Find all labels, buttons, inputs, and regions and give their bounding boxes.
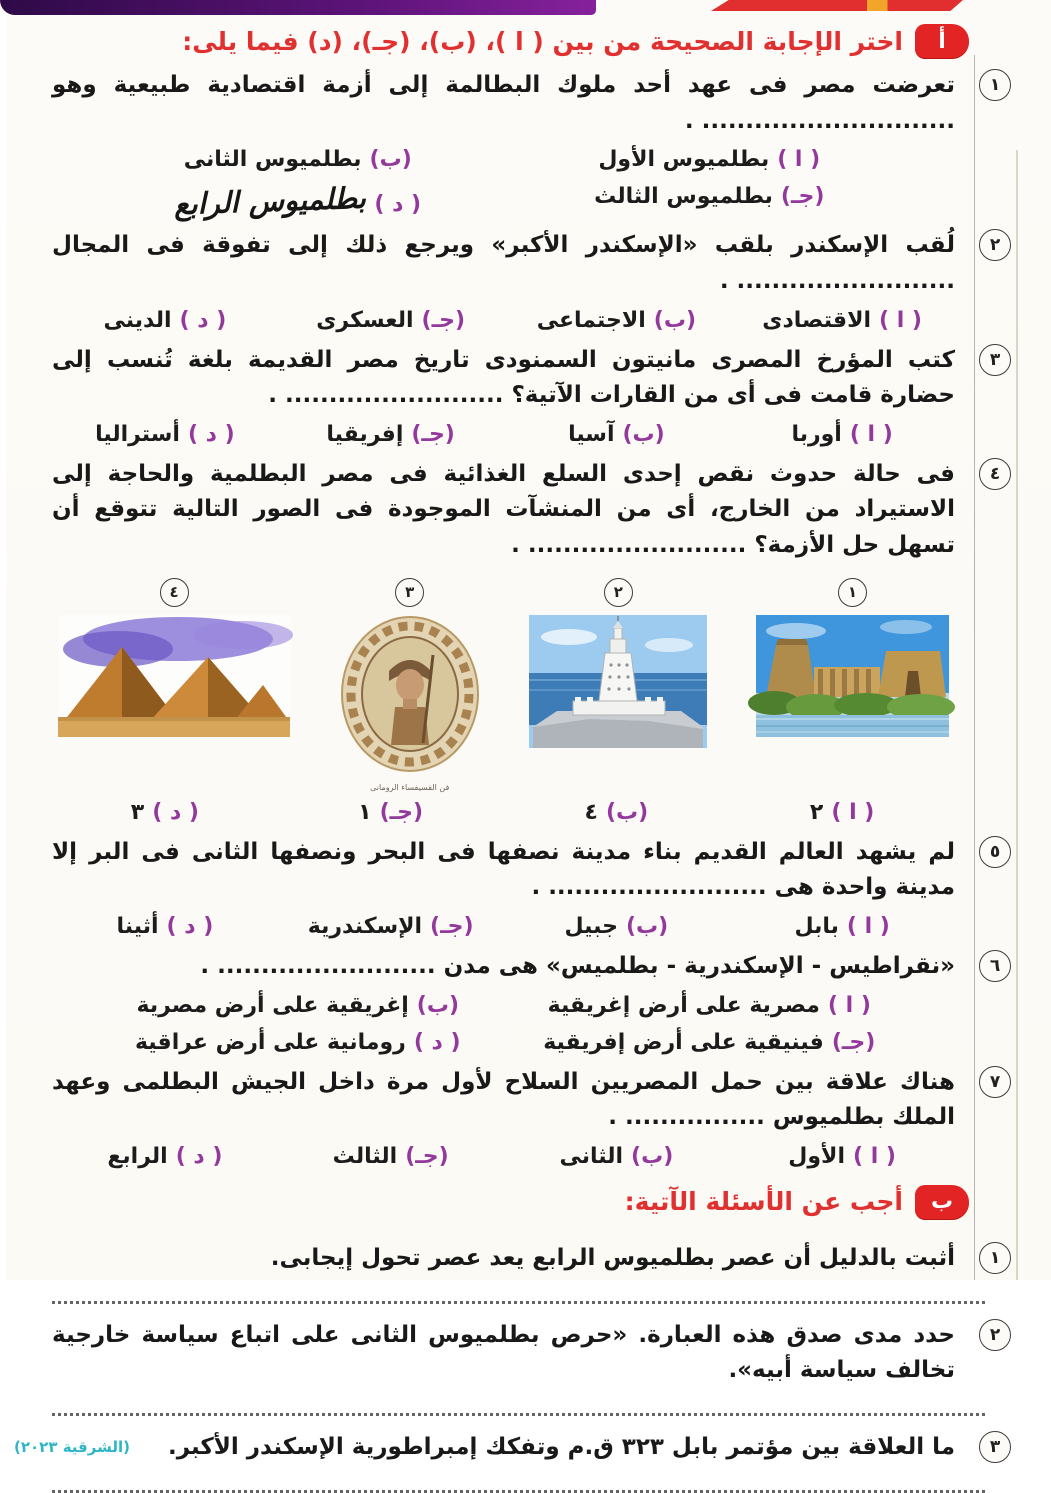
option-a: [729, 914, 955, 939]
option-d: [52, 308, 278, 333]
option-b: [92, 993, 504, 1018]
option-letter: (جـ): [405, 1143, 449, 1169]
page-content: [6, 0, 1051, 1493]
figure-giza-pyramids: [58, 578, 290, 737]
option-letter: (جـ): [421, 307, 465, 333]
alexandria-lighthouse-image: [529, 615, 707, 748]
mcq-question-2: [52, 228, 1001, 333]
figure-alexandria-lighthouse: [529, 578, 707, 748]
option-letter: ( ا ): [831, 799, 875, 825]
option-text: العسكرى: [316, 307, 414, 333]
option-letter: ( د ): [413, 1029, 461, 1055]
option-text: أستراليا: [95, 421, 180, 447]
option-letter: ( د ): [179, 307, 227, 333]
question-text: ما العلاقة بين مؤتمر بابل ٣٢٣ ق.م وتفكك إمبراطورية الإسكندر الأكبر.: [167, 1433, 955, 1460]
figure-number: ٤: [160, 578, 189, 607]
option-letter: ( د ): [187, 421, 235, 447]
option-text: ٣: [130, 799, 145, 825]
option-text: بطلميوس الثالث: [594, 184, 773, 210]
option-letter: ( ا ): [879, 307, 922, 333]
section-a-header: [52, 24, 969, 58]
option-a: [729, 800, 955, 825]
option-text: إفريقيا: [326, 421, 404, 447]
option-c: [278, 914, 504, 939]
question-text: حدد مدى صدق هذه العبارة. «حرص بطلميوس الثانى على اتباع سياسة خارجية تخالف سياسة أبيه».: [52, 1321, 955, 1384]
option-text: الثانى: [559, 1143, 624, 1169]
mcq-question-7: [52, 1065, 1001, 1169]
option-letter: ( د ): [152, 799, 199, 825]
option-letter: ( د ): [374, 192, 422, 218]
answer-dotted-line: [52, 1490, 985, 1493]
option-letter: (ب): [416, 992, 460, 1018]
option-letter: (ب): [653, 307, 697, 333]
margin-source-note: (الشرقية ٢٠٢٣): [14, 1437, 130, 1456]
giza-pyramids-image: [58, 615, 290, 737]
option-letter: ( د ): [175, 1143, 223, 1169]
question-text: «نقراطيس - الإسكندرية - بطلميس» هى مدن ......................... .: [200, 953, 955, 980]
options-grid: [92, 147, 915, 222]
figure-number: ١: [838, 578, 867, 607]
option-text: بابل: [794, 914, 839, 940]
question-text: أثبت بالدليل أن عصر بطلميوس الرابع يعد عصر تحول إيجابى.: [270, 1244, 955, 1271]
option-text: بطلميوس الرابع: [173, 180, 367, 222]
section-a-badge: أ: [915, 24, 969, 58]
question-number: ٥: [979, 836, 1011, 868]
option-text: الرابع: [107, 1143, 168, 1169]
question-text: لم يشهد العالم القديم بناء مدينة نصفها فى البحر ونصفها الثانى فى البر إلا مدينة واحدة هى ......................... .: [52, 838, 955, 901]
option-text: بطلميوس الثانى: [183, 147, 362, 173]
option-text: الاقتصادى: [762, 307, 871, 333]
option-letter: (جـ): [780, 184, 825, 210]
nile-temple-image: [756, 615, 949, 737]
section-b-title: أجب عن الأسئلة الآتية:: [624, 1187, 903, 1217]
question-4-figures: [58, 578, 949, 792]
option-d-handwritten: [92, 180, 504, 222]
option-c: [504, 1030, 916, 1055]
option-b: [92, 147, 504, 172]
option-letter: (ب): [631, 1143, 674, 1169]
figure-roman-mosaic: [339, 578, 481, 792]
option-text: إغريقية على أرض مصرية: [136, 992, 409, 1018]
essay-question-3: [14, 1430, 1001, 1493]
options-row: [52, 1144, 955, 1169]
option-text: الدينى: [103, 307, 172, 333]
option-a: [729, 1144, 955, 1169]
section-a-title: اختر الإجابة الصحيحة من بين ( ا )، (ب)، (جـ)، (د) فيما يلى:: [182, 26, 903, 56]
option-d: [52, 914, 278, 939]
option-c: [504, 184, 916, 218]
options-row: [52, 422, 955, 447]
option-text: الإسكندرية: [307, 914, 423, 940]
mcq-question-1: [52, 68, 1001, 222]
option-letter: (جـ): [430, 914, 474, 940]
option-c: [278, 1144, 504, 1169]
option-c: [278, 422, 504, 447]
options-row: [52, 308, 955, 333]
option-d: [52, 800, 278, 825]
option-b: [504, 422, 730, 447]
answer-dotted-line: [52, 1301, 985, 1304]
option-b: [504, 308, 730, 333]
option-text: أوربا: [791, 421, 842, 447]
option-c: [278, 308, 504, 333]
mcq-question-5: [52, 835, 1001, 940]
option-text: جبيل: [564, 914, 618, 940]
mcq-question-3: [52, 343, 1001, 447]
question-number: ١: [979, 1242, 1011, 1274]
section-b-badge: ب: [915, 1185, 969, 1219]
option-letter: ( ا ): [849, 421, 893, 447]
question-number: ٢: [979, 229, 1011, 261]
option-d: [52, 422, 278, 447]
option-letter: ( ا ): [777, 147, 821, 173]
option-d: [52, 1144, 278, 1169]
option-letter: (ب): [605, 799, 649, 825]
exam-page: [6, 0, 1051, 1460]
option-text: آسيا: [568, 421, 615, 447]
option-text: ٢: [809, 799, 824, 825]
option-text: مصرية على أرض إغريقية: [547, 992, 820, 1018]
question-text: فى حالة حدوث نقص إحدى السلع الغذائية فى مصر البطلمية والحاجة إلى الاستيراد من الخارج، أى من المنشآت الموجودة فى الصور التالية تتوقع أن تسهل حل الأزمة؟ ......................... .: [52, 460, 955, 559]
mcq-question-4: [52, 457, 1001, 825]
roman-mosaic-image: [339, 615, 481, 773]
option-a: [504, 147, 916, 172]
option-letter: (جـ): [379, 799, 424, 825]
option-text: رومانية على أرض عراقية: [134, 1029, 406, 1055]
option-text: فينيقية على أرض إفريقية: [543, 1029, 824, 1055]
question-number: ٧: [979, 1066, 1011, 1098]
option-text: ١: [358, 799, 372, 825]
essay-question-1: [52, 1241, 1001, 1304]
option-text: الأول: [788, 1143, 845, 1169]
option-c: [278, 800, 504, 825]
option-text: ٤: [584, 799, 598, 825]
question-number: ٤: [979, 458, 1011, 490]
figure-number: ٢: [604, 578, 633, 607]
question-text: لُقب الإسكندر بلقب «الإسكندر الأكبر» ويرجع ذلك إلى تفوقة فى المجال ......................... .: [52, 232, 955, 294]
option-a: [504, 993, 916, 1018]
question-text: تعرضت مصر فى عهد أحد ملوك البطالمة إلى أزمة اقتصادية طبيعية وهو ............................. .: [52, 72, 955, 134]
essay-question-2: [52, 1318, 1001, 1416]
answer-dotted-line: [52, 1413, 985, 1416]
question-number: ٣: [979, 1431, 1011, 1463]
option-text: الاجتماعى: [536, 307, 646, 333]
option-a: [729, 308, 955, 333]
figure-nile-temple: [756, 578, 949, 737]
option-letter: (ب): [622, 421, 665, 447]
option-b: [504, 1144, 730, 1169]
option-letter: (جـ): [831, 1029, 876, 1055]
question-number: ٢: [979, 1319, 1011, 1351]
question-number: ٣: [979, 344, 1011, 376]
option-letter: ( ا ): [846, 914, 890, 940]
options-row: [52, 800, 955, 825]
question-number: ٦: [979, 950, 1011, 982]
option-letter: ( ا ): [827, 992, 871, 1018]
options-grid: [92, 993, 915, 1055]
option-letter: (ب): [369, 147, 412, 173]
mcq-question-6: [52, 949, 1001, 1055]
option-text: بطلميوس الأول: [598, 147, 770, 173]
option-letter: ( د ): [166, 914, 214, 940]
option-text: أثينا: [116, 914, 159, 940]
option-b: [504, 800, 730, 825]
question-text: كتب المؤرخ المصرى مانيتون السمنودى تاريخ مصر القديمة بلغة تُنسب إلى حضارة قامت فى أى من القارات الآتية؟ ......................... .: [52, 346, 955, 409]
option-letter: (ب): [626, 914, 669, 940]
figure-number: ٣: [395, 578, 424, 607]
mosaic-caption: فن الفسيفساء الرومانى: [370, 782, 450, 792]
options-row: [52, 914, 955, 939]
option-letter: (جـ): [411, 421, 455, 447]
question-text: هناك علاقة بين حمل المصريين السلاح لأول مرة داخل الجيش البطلمى وعهد الملك بطلميوس ................ .: [52, 1068, 955, 1131]
option-d: [92, 1030, 504, 1055]
option-b: [504, 914, 730, 939]
question-number: ١: [979, 69, 1011, 101]
section-b-header: [52, 1185, 969, 1219]
option-letter: ( ا ): [852, 1143, 896, 1169]
option-text: الثالث: [332, 1143, 398, 1169]
option-a: [729, 422, 955, 447]
